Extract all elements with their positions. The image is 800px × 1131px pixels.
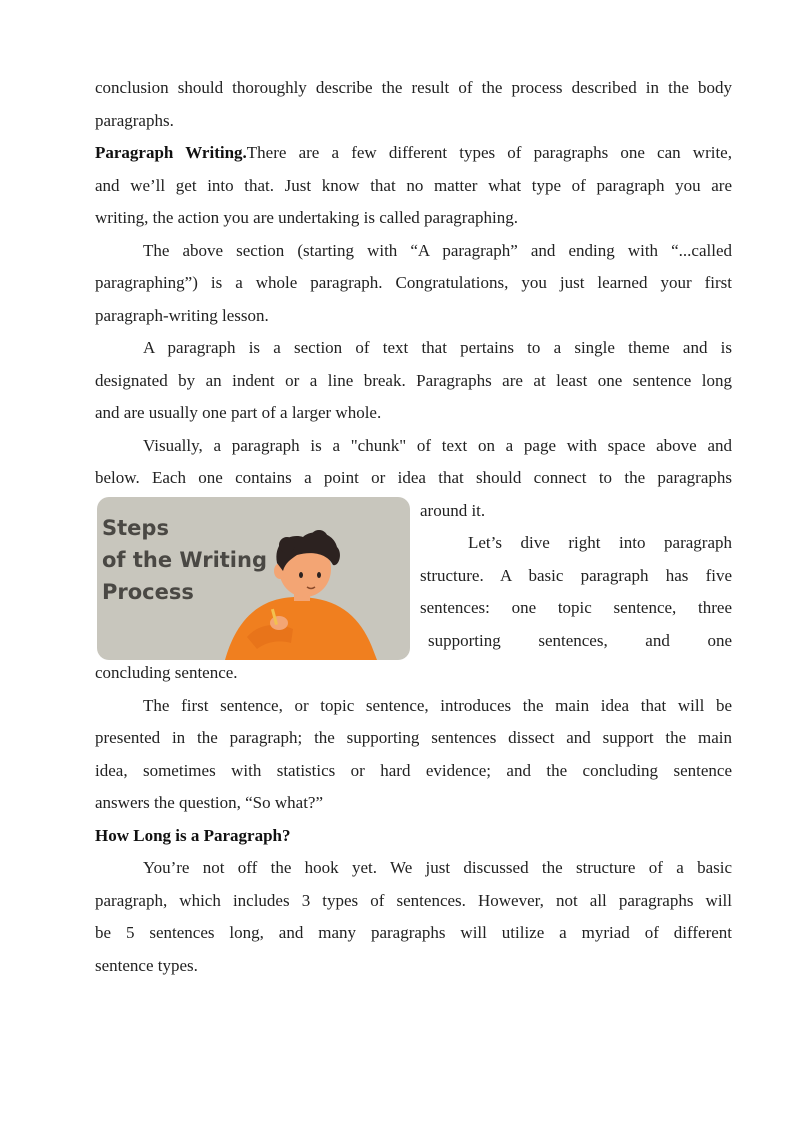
text-line: below. Each one contains a point or idea that should connect to the paragraphs <box>95 468 732 487</box>
text-line: Visually, a paragraph is a "chunk" of text on a page with space above and <box>143 435 732 455</box>
text-line: sentence types. <box>95 955 198 975</box>
image-title-line-3: Process <box>102 580 194 604</box>
section-heading-paragraph-writing: Paragraph Writing. <box>95 143 247 162</box>
text-line: conclusion should thoroughly describe the result of the process described in the body <box>95 78 732 97</box>
text-line: The above section (starting with “A paragraph” and ending with “...called <box>143 240 732 260</box>
text-line: be 5 sentences long, and many paragraphs will utilize a myriad of different <box>95 923 732 942</box>
text-line: concluding sentence. <box>95 663 238 682</box>
text-line: presented in the paragraph; the supporting sentences dissect and support the main <box>95 728 732 747</box>
text-line: around it. <box>420 500 486 520</box>
text-line: and are usually one part of a larger whole. <box>95 403 382 422</box>
text-line: sentences: one topic sentence, three <box>420 598 732 617</box>
document-page <box>95 72 732 982</box>
text-line: paragraphing”) is a whole paragraph. Congratulations, you just learned your first <box>95 273 732 292</box>
text-line: paragraph-writing lesson. <box>95 305 269 325</box>
section-heading-how-long: How Long is a Paragraph? <box>95 825 291 845</box>
text-line: and we’ll get into that. Just know that no matter what type of paragraph you are <box>95 175 732 195</box>
text-fragment: There are a few different types of paragraphs one can write, <box>246 143 732 162</box>
text-line: paragraphs. <box>95 110 174 130</box>
text-line: structure. A basic paragraph has five <box>420 565 732 585</box>
text-line: A paragraph is a section of text that pertains to a single theme and is <box>143 338 732 357</box>
text-line: writing, the action you are undertaking is called paragraphing. <box>95 208 518 227</box>
text-line: paragraph, which includes 3 types of sentences. However, not all paragraphs will <box>95 890 732 910</box>
text-line: idea, sometimes with statistics or hard evidence; and the concluding sentence <box>95 760 732 780</box>
image-title-line-1: Steps <box>102 516 169 540</box>
text-line: designated by an indent or a line break. Paragraphs are at least one sentence long <box>95 370 732 390</box>
text-line: Let’s dive right into paragraph <box>468 533 732 552</box>
text-line: answers the question, “So what?” <box>95 793 324 812</box>
text-line: The first sentence, or topic sentence, introduces the main idea that will be <box>143 695 732 715</box>
image-title-line-2: of the Writing <box>102 548 267 572</box>
text-line: You’re not off the hook yet. We just discussed the structure of a basic <box>143 858 732 877</box>
text-line: supporting sentences, and one <box>428 630 732 650</box>
text-line <box>95 137 732 170</box>
